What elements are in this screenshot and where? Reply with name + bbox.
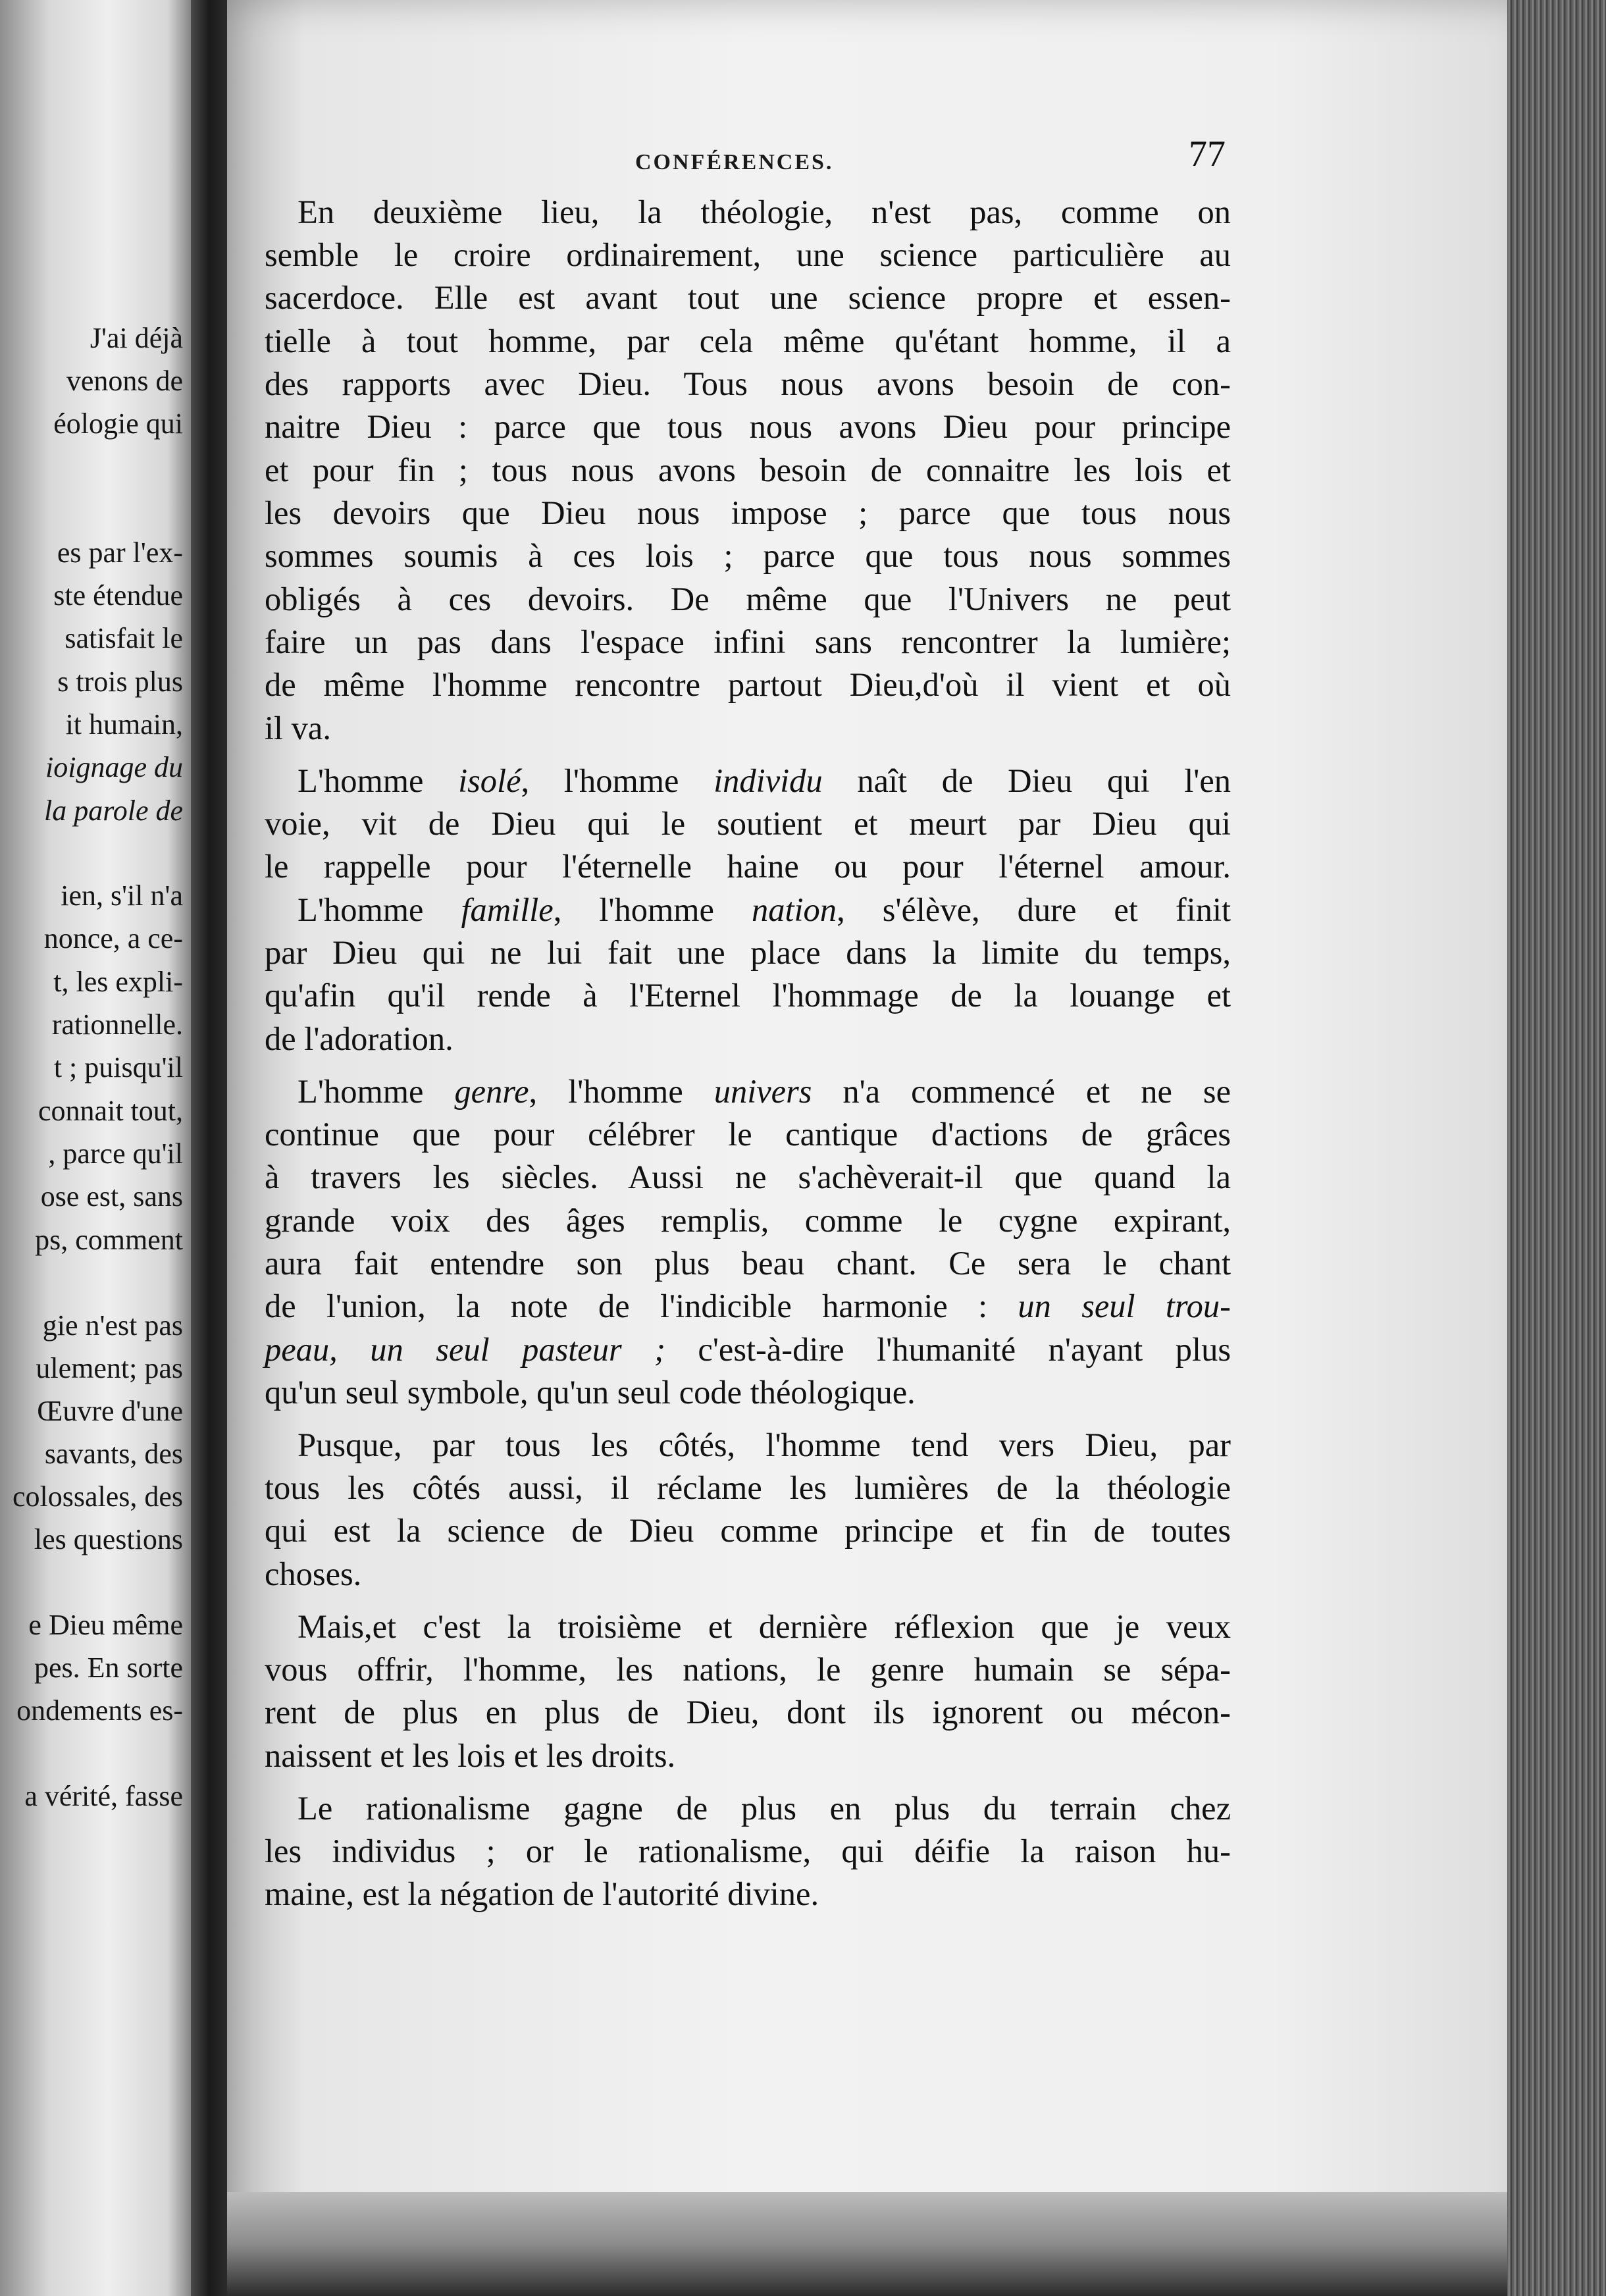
facing-page-line: it humain, <box>65 708 183 741</box>
italic-phrase: famille <box>461 891 554 928</box>
facing-page-line: es par l'ex- <box>57 536 183 569</box>
text-segment: de l'adoration. <box>265 1020 453 1057</box>
text-segment: il va. <box>265 710 331 746</box>
page-edges <box>1507 0 1606 2296</box>
text-line <box>265 1468 1231 1509</box>
text-line <box>265 1019 1231 1060</box>
italic-phrase: individu <box>713 762 823 799</box>
facing-page-line: ioignage du <box>45 751 183 783</box>
facing-page-line: t, les expli- <box>53 966 183 998</box>
text-segment: qu'un seul symbole, qu'un seul code théologique. <box>265 1374 916 1411</box>
text-line <box>265 804 1231 845</box>
facing-page-line: ps, comment <box>35 1224 183 1256</box>
text-segment: , s'élève, dure et finit <box>837 891 1231 928</box>
facing-page-line: venons de <box>66 365 183 397</box>
text-segment: obligés à ces devoirs. De même que l'Univers ne peut <box>265 581 1231 617</box>
text-line <box>265 536 1231 577</box>
text-line <box>265 1554 1231 1595</box>
text-line <box>265 579 1231 620</box>
text-line <box>265 1114 1231 1155</box>
text-line <box>265 1157 1231 1198</box>
text-segment: faire un pas dans l'espace infini sans rencontrer la lumière; <box>265 623 1231 660</box>
text-line <box>265 278 1231 319</box>
text-segment: naissent et les lois et les droits. <box>265 1737 676 1774</box>
text-line <box>265 450 1231 491</box>
text-line <box>265 622 1231 663</box>
text-line <box>265 407 1231 448</box>
running-head: CONFÉRENCES. <box>635 150 834 174</box>
text-segment: à travers les siècles. Aussi ne s'achèverait-il que quand la <box>265 1159 1231 1195</box>
facing-page-line: rationnelle. <box>51 1008 183 1041</box>
facing-page-line: la parole de <box>44 795 183 827</box>
text-line <box>298 1788 1231 1829</box>
facing-page-line: ose est, sans <box>40 1180 183 1213</box>
text-line <box>298 192 1231 233</box>
facing-page-line: t ; puisqu'il <box>53 1051 183 1083</box>
text-segment: , l'homme <box>521 762 714 799</box>
facing-page-line: nonce, a ce- <box>43 922 183 954</box>
text-line <box>265 933 1231 974</box>
text-segment: c'est-à-dire l'humanité n'ayant plus <box>665 1331 1231 1368</box>
text-segment: sommes soumis à ces lois ; parce que tous nous sommes <box>265 537 1231 574</box>
text-line <box>265 1650 1231 1690</box>
facing-page-line: les questions <box>34 1523 183 1555</box>
text-segment: , l'homme <box>553 891 752 928</box>
text-segment: Le rationalisme gagne de plus en plus du terrain chez <box>298 1790 1231 1827</box>
facing-page-line: pes. En sorte <box>34 1652 183 1684</box>
text-line <box>265 1201 1231 1241</box>
text-line <box>265 1736 1231 1777</box>
text-segment: grande voix des âges remplis, comme le cygne expirant, <box>265 1202 1231 1239</box>
text-segment: Mais,et c'est la troisième et dernière réflexion que je veux <box>298 1608 1231 1645</box>
page-bottom-edge <box>227 2192 1507 2296</box>
italic-phrase: genre <box>454 1073 529 1110</box>
text-segment: vous offrir, l'homme, les nations, le genre humain se sépa- <box>265 1651 1231 1688</box>
text-segment: tous les côtés aussi, il réclame les lumières de la théologie <box>265 1469 1231 1506</box>
text-line <box>265 1330 1231 1370</box>
text-segment: L'homme <box>298 762 459 799</box>
facing-page-line: , parce qu'il <box>48 1137 183 1170</box>
text-segment: et pour fin ; tous nous avons besoin de connaitre les lois et <box>265 452 1231 488</box>
text-segment: , l'homme <box>529 1073 714 1110</box>
text-segment: de même l'homme rencontre partout Dieu,d'où il vient et où <box>265 666 1231 703</box>
text-line <box>265 1831 1231 1872</box>
text-segment: rent de plus en plus de Dieu, dont ils ignorent ou mécon- <box>265 1694 1231 1731</box>
text-segment: L'homme <box>298 891 461 928</box>
page-number: 77 <box>1189 134 1226 174</box>
text-line <box>265 976 1231 1016</box>
text-line <box>298 761 1231 802</box>
text-line <box>298 1425 1231 1466</box>
text-segment: sacerdoce. Elle est avant tout une science propre et essen- <box>265 279 1231 316</box>
facing-page-line: a vérité, fasse <box>24 1780 183 1812</box>
text-line <box>265 1286 1231 1327</box>
text-line <box>298 890 1231 931</box>
facing-page-line: satisfait le <box>65 622 183 654</box>
facing-page-line: colossales, des <box>12 1480 183 1513</box>
facing-page-line: savants, des <box>44 1438 183 1470</box>
text-segment: naitre Dieu : parce que tous nous avons Dieu pour principe <box>265 408 1231 445</box>
facing-page-line: éologie qui <box>53 407 183 440</box>
facing-page-line: gie n'est pas <box>42 1309 183 1342</box>
text-segment: naît de Dieu qui l'en <box>822 762 1231 799</box>
text-segment: par Dieu qui ne lui fait une place dans la limite du temps, <box>265 934 1231 971</box>
text-line <box>298 1072 1231 1112</box>
facing-page-line: ste étendue <box>53 579 183 612</box>
text-segment: voie, vit de Dieu qui le soutient et meurt par Dieu qui <box>265 805 1231 842</box>
text-line <box>265 1874 1231 1915</box>
italic-phrase: peau, un seul pasteur ; <box>265 1331 665 1368</box>
italic-phrase: un seul trou- <box>1018 1288 1231 1324</box>
text-line <box>265 1243 1231 1284</box>
facing-page-line: ulement; pas <box>36 1352 183 1384</box>
text-segment: qui est la science de Dieu comme principe et fin de toutes <box>265 1512 1231 1549</box>
italic-phrase: nation <box>752 891 837 928</box>
facing-page-line: connait tout, <box>38 1095 183 1127</box>
facing-page-line: Œuvre d'une <box>37 1395 183 1427</box>
text-line <box>265 321 1231 362</box>
text-segment: tielle à tout homme, par cela même qu'étant homme, il a <box>265 323 1231 359</box>
text-line <box>265 235 1231 276</box>
facing-page-line: ien, s'il n'a <box>61 879 183 912</box>
text-segment: semble le croire ordinairement, une science particulière au <box>265 236 1231 273</box>
facing-page-fragment <box>0 0 197 2296</box>
text-line <box>265 847 1231 887</box>
facing-page-line: e Dieu même <box>28 1609 183 1641</box>
text-segment: de l'union, la note de l'indicible harmonie : <box>265 1288 1018 1324</box>
text-line <box>265 665 1231 706</box>
text-line <box>265 364 1231 405</box>
text-segment: les devoirs que Dieu nous impose ; parce que tous nous <box>265 494 1231 531</box>
italic-phrase: univers <box>713 1073 812 1110</box>
text-line <box>265 493 1231 534</box>
text-segment: des rapports avec Dieu. Tous nous avons besoin de con- <box>265 365 1231 402</box>
text-line <box>265 708 1231 749</box>
facing-page-line: J'ai déjà <box>90 322 183 354</box>
text-segment: le rappelle pour l'éternelle haine ou pour l'éternel amour. <box>265 848 1231 885</box>
facing-page-line: ondements es- <box>16 1694 183 1727</box>
text-line <box>265 1692 1231 1733</box>
text-segment: les individus ; or le rationalisme, qui déifie la raison hu- <box>265 1833 1231 1869</box>
text-line <box>298 1607 1231 1648</box>
text-segment: Pusque, par tous les côtés, l'homme tend vers Dieu, par <box>298 1426 1231 1463</box>
text-segment: qu'afin qu'il rende à l'Eternel l'hommage de la louange et <box>265 977 1231 1014</box>
text-segment: continue que pour célébrer le cantique d'actions de grâces <box>265 1116 1231 1153</box>
text-segment: n'a commencé et ne se <box>812 1073 1231 1110</box>
text-line <box>265 1511 1231 1552</box>
facing-page-line: s trois plus <box>57 665 183 698</box>
text-segment: En deuxième lieu, la théologie, n'est pas, comme on <box>298 194 1231 230</box>
text-segment: choses. <box>265 1555 362 1592</box>
text-segment: maine, est la négation de l'autorité divine. <box>265 1875 819 1912</box>
text-line <box>265 1372 1231 1413</box>
text-segment: L'homme <box>298 1073 455 1110</box>
italic-phrase: isolé <box>458 762 521 799</box>
text-segment: aura fait entendre son plus beau chant. Ce sera le chant <box>265 1245 1231 1282</box>
